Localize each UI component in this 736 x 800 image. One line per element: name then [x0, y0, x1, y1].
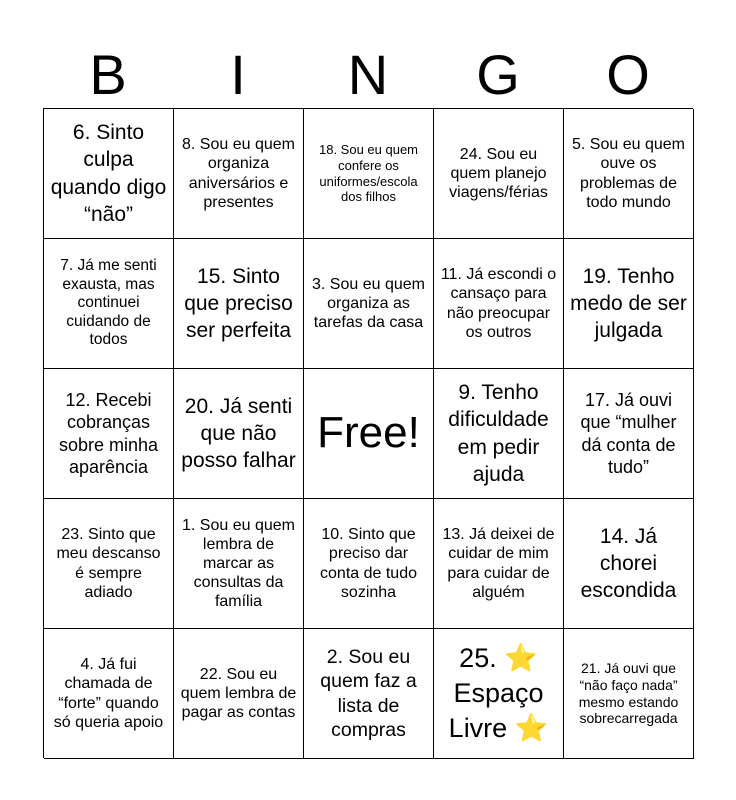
bingo-cell[interactable]: [44, 629, 174, 759]
bingo-cell[interactable]: [44, 109, 174, 239]
bingo-cell[interactable]: [564, 369, 694, 499]
bingo-cell[interactable]: [564, 239, 694, 369]
cell-text: 5. Sou eu quem ouve os problemas de todo mundo: [572, 136, 685, 211]
cell-text: 22. Sou eu quem lembra de pagar as contas: [180, 665, 297, 722]
bingo-cell[interactable]: [174, 499, 304, 629]
header-letter-o: O: [606, 43, 650, 106]
bingo-cell[interactable]: [564, 109, 694, 239]
cell-text: 17. Já ouvi que “mulher dá conta de tudo”: [580, 389, 677, 477]
cell-text: 12. Recebi cobranças sobre minha aparência: [58, 389, 159, 477]
bingo-cell[interactable]: [304, 499, 434, 629]
cell-text: 24. Sou eu quem planejo viagens/férias: [449, 145, 548, 202]
bingo-header: [43, 40, 693, 110]
free-space-label: Free!: [317, 408, 420, 458]
bingo-cell[interactable]: [434, 629, 564, 759]
bingo-cell[interactable]: [304, 239, 434, 369]
bingo-cell[interactable]: [174, 629, 304, 759]
cell-text: 9. Tenho dificuldade em pedir ajuda: [448, 380, 549, 486]
bingo-cell[interactable]: [434, 499, 564, 629]
cell-text: 25. ⭐ Espaço Livre ⭐: [448, 642, 549, 744]
bingo-cell[interactable]: [434, 109, 564, 239]
bingo-cell[interactable]: [304, 109, 434, 239]
header-letter-g: G: [476, 43, 520, 106]
cell-text: 4. Já fui chamada de “forte” quando só queria apoio: [53, 656, 164, 731]
cell-text: 23. Sinto que meu descanso é sempre adiado: [56, 526, 161, 601]
cell-text: 6. Sinto culpa quando digo “não”: [50, 120, 167, 226]
cell-text: 20. Já senti que não posso falhar: [181, 394, 296, 473]
cell-text: 3. Sou eu quem organiza as tarefas da casa: [312, 275, 425, 332]
cell-text: 14. Já chorei escondida: [580, 524, 677, 603]
cell-text: 18. Sou eu quem confere os uniformes/escola dos filhos: [318, 142, 419, 205]
bingo-cell[interactable]: [44, 369, 174, 499]
cell-text: 8. Sou eu quem organiza aniversários e presentes: [182, 136, 295, 211]
bingo-cell[interactable]: [174, 109, 304, 239]
bingo-cell[interactable]: [564, 629, 694, 759]
free-space-cell[interactable]: [304, 369, 434, 499]
bingo-cell[interactable]: [434, 369, 564, 499]
bingo-cell[interactable]: [44, 499, 174, 629]
bingo-board: [43, 108, 693, 758]
bingo-cell[interactable]: [434, 239, 564, 369]
bingo-cell[interactable]: [174, 369, 304, 499]
bingo-cell[interactable]: [564, 499, 694, 629]
cell-text: 13. Já deixei de cuidar de mim para cuidar de alguém: [442, 526, 555, 601]
header-letter-n: N: [347, 43, 389, 106]
cell-text: 1. Sou eu quem lembra de marcar as consultas da família: [182, 516, 295, 611]
cell-text: 10. Sinto que preciso dar conta de tudo sozinha: [320, 526, 417, 601]
cell-text: 2. Sou eu quem faz a lista de compras: [320, 645, 417, 741]
bingo-cell[interactable]: [174, 239, 304, 369]
bingo-cell[interactable]: [304, 629, 434, 759]
cell-text: 15. Sinto que preciso ser perfeita: [184, 264, 293, 343]
cell-text: 21. Já ouvi que “não faço nada” mesmo estando sobrecarregada: [578, 659, 679, 727]
cell-text: 11. Já escondi o cansaço para não preocupar os outros: [440, 266, 557, 341]
cell-text: 7. Já me senti exausta, mas continuei cuidando de todos: [60, 257, 157, 349]
cell-text: 19. Tenho medo de ser julgada: [570, 264, 687, 343]
bingo-cell[interactable]: [44, 239, 174, 369]
header-letter-b: B: [89, 43, 127, 106]
header-letter-i: I: [230, 43, 246, 106]
